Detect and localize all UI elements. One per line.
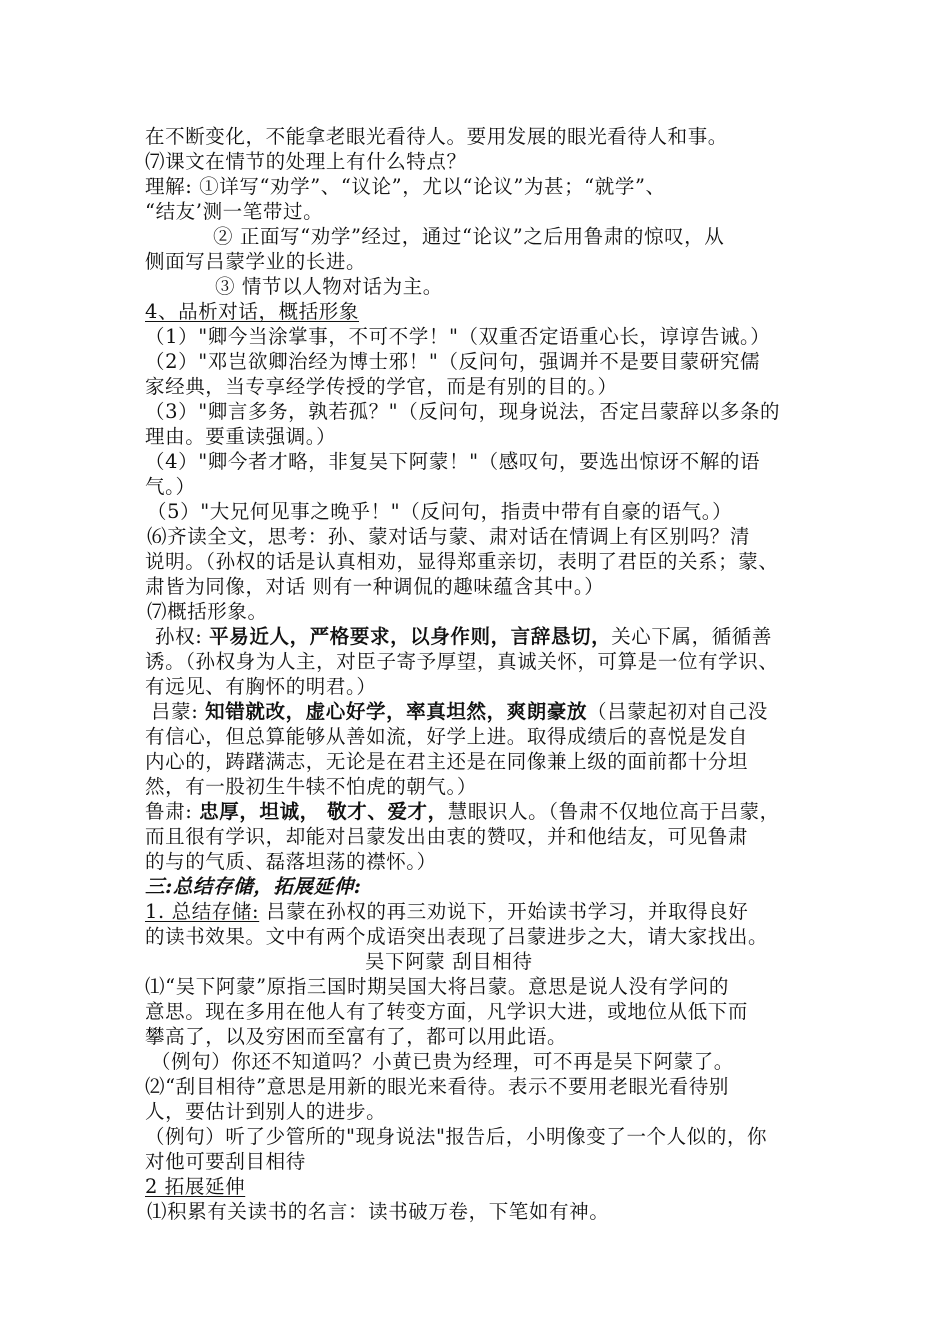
text-line: 有信心，但总算能够从善如流，好学上进。取得成绩后的喜悦是发自	[145, 725, 749, 748]
summary-text: 吕蒙在孙权的再三劝说下，开始读书学习，并取得良好	[259, 900, 749, 923]
character-line-sunquan	[145, 624, 817, 649]
character-traits: 平易近人，严格要求，以身作则，言辞恳切，	[209, 625, 612, 648]
example-line: （例句）你还不知道吗？小黄已贵为经理，可不再是吴下阿蒙了。	[151, 1050, 734, 1073]
text-line: 攀高了，以及穷困而至富有了，都可以用此语。	[145, 1025, 568, 1048]
character-name: 鲁肃:	[145, 800, 200, 823]
question-line: ⑹齐读全文，思考：孙、蒙对话与蒙、肃对话在情调上有区别吗？清	[147, 525, 751, 548]
character-name: 吕蒙:	[151, 700, 206, 723]
summary-line	[145, 899, 817, 924]
text-line: 说明。（孙权的话是认真相劝，显得郑重亲切，表明了君臣的关系；蒙、	[145, 550, 779, 573]
character-desc: 关心下属，循循善	[611, 625, 772, 648]
character-desc: 慧眼识人。（鲁肃不仅地位高于吕蒙，	[447, 800, 780, 823]
text-line: 理由。要重读强调。）	[145, 425, 337, 448]
text-line: 气。）	[145, 475, 196, 498]
text-line: 家经典，当专享经学传授的学官，而是有别的目的。）	[145, 375, 618, 398]
text-line: 然，有一股初生牛犊不怕虎的朝气。）	[145, 775, 477, 798]
text-line: 而且很有学识，却能对吕蒙发出由衷的赞叹，并和他结友，可见鲁肃	[145, 825, 749, 848]
dialogue-line: （4）"卿今者才略，非复吴下阿蒙！"（感叹句，要选出惊讶不解的语	[145, 450, 761, 473]
question-line: ⑺课文在情节的处理上有什么特点？	[145, 150, 467, 173]
subheading: 2 拓展延伸	[145, 1175, 246, 1198]
dialogue-line: （1）"卿今当涂掌事，不可不学！"（双重否定语重心长，谆谆告诫。）	[145, 325, 771, 348]
text-line: 肃皆为同像，对话 则有一种调侃的趣味蕴含其中。）	[145, 575, 605, 598]
text-line: “结友’测一笔带过。	[145, 200, 324, 223]
character-line-lumeng	[145, 699, 817, 724]
character-desc: （吕蒙起初对自己没	[587, 700, 768, 723]
dialogue-line: （2）"邓岂欲卿治经为博士邪！"（反问句，强调并不是要目蒙研究儒	[145, 350, 761, 373]
character-traits: 忠厚，坦诚， 敬才、爱才，	[199, 800, 448, 823]
dialogue-line: （5）"大兄何见事之晚乎！"（反问句，指责中带有自豪的语气。）	[147, 500, 733, 523]
subheading: 1. 总结存储:	[145, 900, 260, 923]
example-line: （例句）听了少管所的"现身说法"报告后，小明像变了一个人似的，你	[145, 1125, 768, 1148]
text-line: ③ 情节以人物对话为主。	[215, 275, 443, 298]
text-line: ⑵“刮目相待”意思是用新的眼光来看待。表示不要用老眼光看待别	[145, 1075, 729, 1098]
text-line: ⑺概括形象。	[147, 600, 268, 623]
text-line: 的与的气质、磊落坦荡的襟怀。）	[145, 850, 437, 873]
text-line: 内心的，踌躇满志，无论是在君主还是在同像兼上级的面前都十分坦	[145, 750, 749, 773]
section-heading: 4、品析对话，概括形象	[145, 300, 360, 323]
text-line: ⑴“吴下阿蒙”原指三国时期吴国大将吕蒙。意思是说人没有学问的	[145, 975, 729, 998]
text-line: 在不断变化，不能拿老眼光看待人。要用发展的眼光看待人和事。	[145, 125, 728, 148]
document-page	[145, 124, 817, 1224]
character-name: 孙权:	[155, 625, 210, 648]
text-line: 诱。（孙权身为人主，对臣子寄予厚望，真诚关怀，可算是一位有学识、	[145, 650, 779, 673]
text-line: 意思。现在多用在他人有了转变方面，凡学识大进，或地位从低下而	[145, 1000, 749, 1023]
idioms-line: 吴下阿蒙 刮目相待	[365, 950, 533, 973]
text-line: ② 正面写“劝学”经过，通过“论议”之后用鲁肃的惊叹，从	[213, 225, 725, 248]
text-line: 对他可要刮目相待	[145, 1150, 306, 1173]
text-line: 人，要估计到别人的进步。	[145, 1100, 387, 1123]
text-line: 的读书效果。文中有两个成语突出表现了吕蒙进步之大，请大家找出。	[145, 925, 769, 948]
character-line-lusu	[145, 799, 817, 824]
text-line: 侧面写吕蒙学业的长进。	[145, 250, 367, 273]
section-heading: 三:总结存储，拓展延伸:	[145, 875, 362, 898]
text-line: 有远见、有胸怀的明君。）	[145, 675, 377, 698]
character-traits: 知错就改，虚心好学，率真坦然，爽朗豪放	[205, 700, 588, 723]
dialogue-line: （3）"卿言多务，孰若孤？"（反问句，现身说法，否定吕蒙辞以多条的	[145, 400, 781, 423]
text-line: ⑴积累有关读书的名言：读书破万卷，下笔如有神。	[147, 1200, 610, 1223]
text-line: 理解: ①详写“劝学”、“议论”，尤以“论议”为甚；“就学”、	[145, 175, 666, 198]
